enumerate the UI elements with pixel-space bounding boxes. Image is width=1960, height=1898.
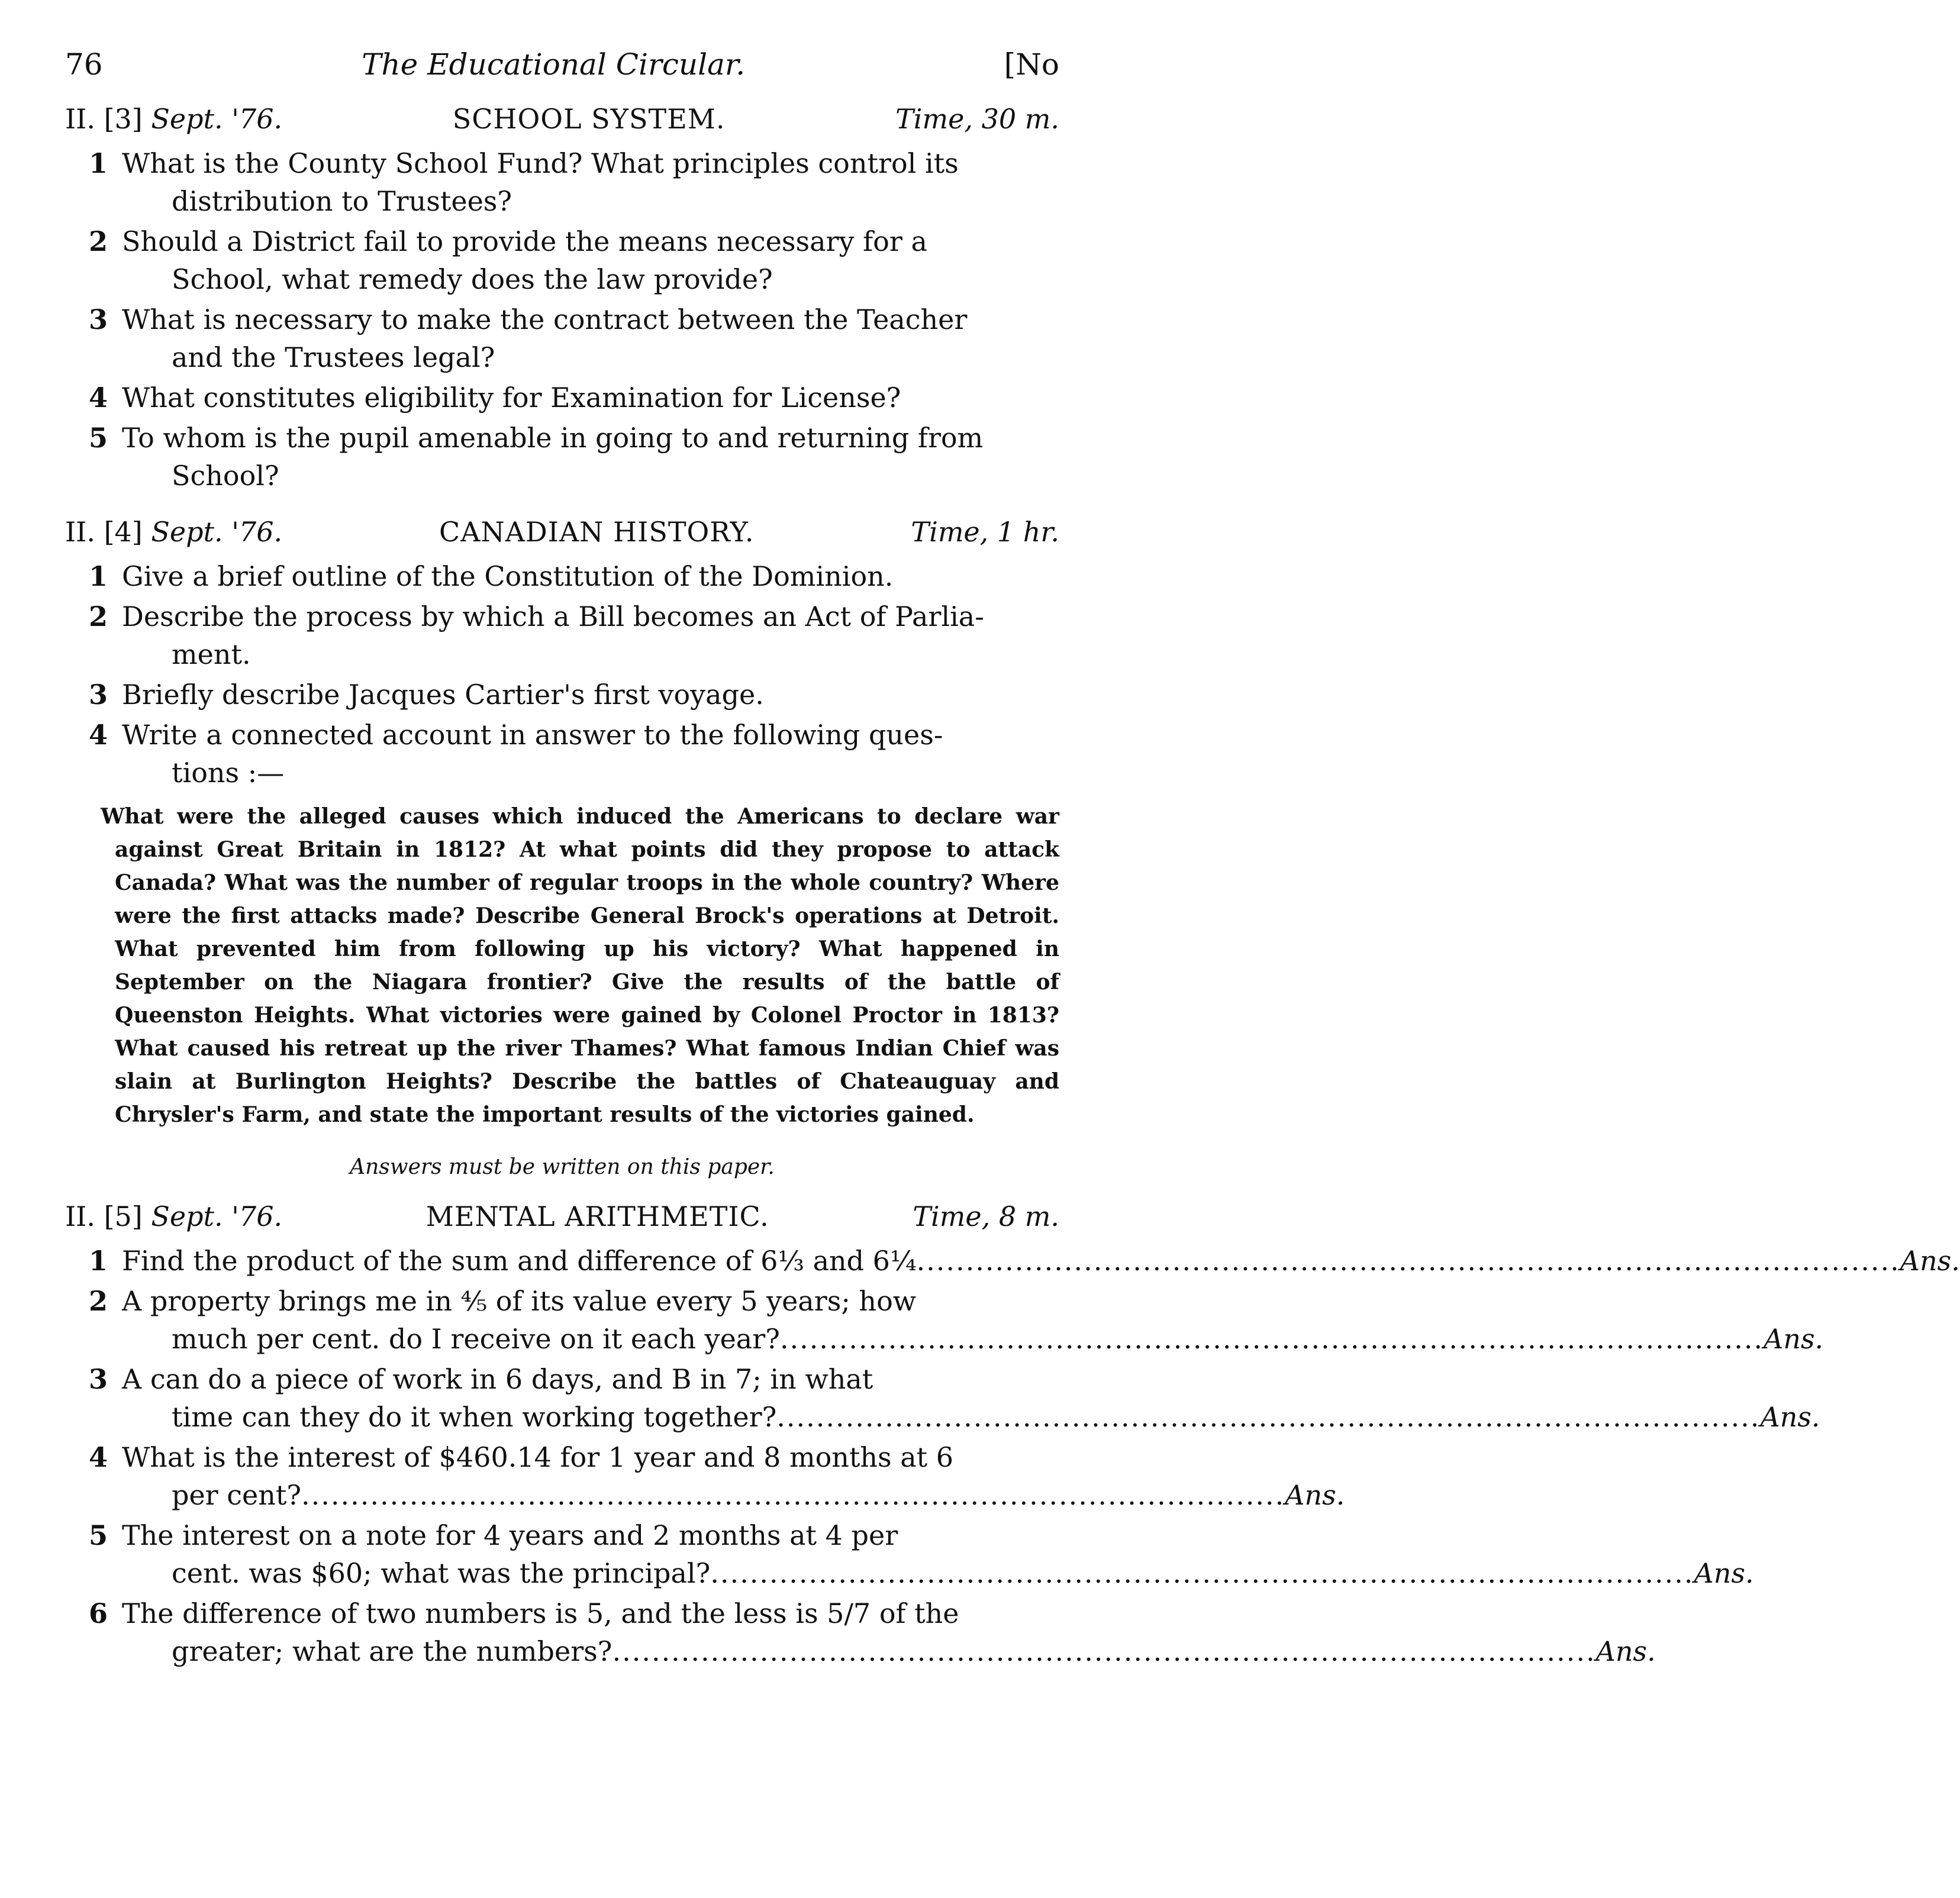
question-text-continued: tions :— xyxy=(172,757,285,789)
question-number: 2 xyxy=(88,601,108,632)
question-item xyxy=(65,222,1059,298)
question-item xyxy=(65,419,1059,495)
question-number: 3 xyxy=(88,304,108,335)
question-text: A can do a piece of work in 6 days, and B in 7; in what xyxy=(122,1363,873,1395)
running-head xyxy=(65,47,1059,82)
section-date: Sept. '76. xyxy=(151,516,283,548)
section-label: II. [4] xyxy=(65,516,143,548)
question-text: What constitutes eligibility for Examination for License? xyxy=(122,382,901,414)
question-item xyxy=(65,1360,1820,1436)
answer-label: Ans. xyxy=(1760,1401,1820,1433)
question-number: 4 xyxy=(88,719,108,751)
section-date: Sept. '76. xyxy=(151,1200,283,1232)
question-item xyxy=(65,676,1059,714)
question-item xyxy=(65,144,1059,220)
question-text-continued: greater; what are the numbers? xyxy=(172,1635,612,1667)
question-text: Find the product of the sum and difference of 6⅓ and 6¼ xyxy=(122,1245,917,1277)
section-date: Sept. '76. xyxy=(151,103,283,135)
question-text-continued: cent. was $60; what was the principal? xyxy=(172,1557,711,1589)
question-item xyxy=(65,1438,1345,1514)
question-number: 1 xyxy=(88,560,108,592)
exam-page xyxy=(65,47,1960,1870)
publication-title: The Educational Circular. xyxy=(362,47,746,82)
leader-dots: .................................................................................................... xyxy=(612,1635,1596,1667)
question-text: The interest on a note for 4 years and 2 months at 4 per xyxy=(122,1519,898,1551)
question-text-continued: School? xyxy=(172,460,279,492)
question-text-continued: distribution to Trustees? xyxy=(172,185,512,217)
answer-label: Ans. xyxy=(1595,1635,1656,1667)
question-text-continued: time can they do it when working together? xyxy=(172,1401,777,1433)
section-heading: MENTAL ARITHMETIC. xyxy=(425,1200,769,1232)
question-text: A property brings me in ⅘ of its value every 5 years; how xyxy=(122,1285,917,1317)
question-item xyxy=(65,557,1059,595)
question-text-continued: ment. xyxy=(172,638,251,670)
section-label: II. [5] xyxy=(65,1200,143,1232)
question-item xyxy=(65,1516,1754,1592)
section-time: Time, 30 m. xyxy=(895,103,1059,135)
question-number: 5 xyxy=(88,1519,108,1551)
section-heading: SCHOOL SYSTEM. xyxy=(452,103,726,135)
question-number: 6 xyxy=(88,1597,108,1629)
question-text: Should a District fail to provide the means necessary for a xyxy=(122,225,927,257)
question-list-mental-arithmetic xyxy=(65,1242,1960,1670)
leader-dots: .................................................................................................... xyxy=(916,1245,1900,1277)
question-item xyxy=(65,379,1059,417)
question-text: Briefly describe Jacques Cartier's first voyage. xyxy=(122,679,764,711)
question-text-continued: per cent? xyxy=(172,1479,302,1511)
question-item xyxy=(65,716,1059,792)
leader-dots: .................................................................................................... xyxy=(776,1401,1761,1433)
answer-label: Ans. xyxy=(1764,1323,1824,1355)
question-text: Give a brief outline of the Constitution of the Dominion. xyxy=(122,560,894,592)
answer-label: Ans. xyxy=(1694,1557,1754,1589)
section-time: Time, 1 hr. xyxy=(911,516,1059,548)
question-item xyxy=(65,598,1059,673)
leader-dots: .................................................................................................... xyxy=(710,1557,1694,1589)
question-text: What is necessary to make the contract between the Teacher xyxy=(122,304,968,335)
question-number: 4 xyxy=(88,1441,108,1473)
answer-instruction-note: Answers must be written on this paper. xyxy=(350,1155,775,1179)
question-number: 1 xyxy=(88,1245,108,1277)
question-item xyxy=(65,1594,1656,1670)
section-time: Time, 8 m. xyxy=(913,1200,1059,1232)
question-text: What is the County School Fund? What principles control its xyxy=(122,147,959,179)
question-number: 1 xyxy=(88,147,108,179)
question-text-continued: and the Trustees legal? xyxy=(172,341,495,373)
question-text: Describe the process by which a Bill becomes an Act of Parlia- xyxy=(122,601,984,632)
question-item xyxy=(65,301,1059,376)
question-text: To whom is the pupil amenable in going to and returning from xyxy=(122,422,984,454)
question-item xyxy=(65,1282,1824,1358)
leader-dots: .................................................................................................... xyxy=(301,1479,1285,1511)
question-text-continued: much per cent. do I receive on it each year? xyxy=(172,1323,780,1355)
question-number: 2 xyxy=(88,1285,108,1317)
section-label: II. [3] xyxy=(65,103,143,135)
sub-questions-paragraph: What were the alleged causes which induced the Americans to declare war against Great Britain in 1812? At what points did they propose to attack Canada? What was the number of regular troops in the whole country? Where were the first attacks made? Describe General Brock's operations at Detroit. What prevented him from following up his victory? What happened in September on the Niagara frontier? Give the results of the battle of Queenston Heights. What victories were gained by Colonel Proctor in 1813? What caused his retreat up the river Thames? What famous Indian Chief was slain at Burlington Heights? Describe the battles of Chateauguay and Chrysler's Farm, and state the important results of the victories gained. xyxy=(101,804,1059,1127)
question-number: 3 xyxy=(88,679,108,711)
section-heading: CANADIAN HISTORY. xyxy=(439,516,755,548)
answer-label: Ans. xyxy=(1285,1479,1345,1511)
question-list-school-system xyxy=(65,144,1059,495)
question-number: 5 xyxy=(88,422,108,454)
answer-label: Ans. xyxy=(1900,1245,1960,1277)
question-text-continued: School, what remedy does the law provide? xyxy=(172,263,773,295)
question-item xyxy=(65,1242,1960,1280)
section-head-school-system xyxy=(65,103,1059,135)
running-head-right: [No xyxy=(1004,47,1059,82)
question-list-canadian-history xyxy=(65,557,1059,792)
question-text: What is the interest of $460.14 for 1 year and 8 months at 6 xyxy=(122,1441,954,1473)
question-text: Write a connected account in answer to the following ques- xyxy=(122,719,943,751)
question-text: The difference of two numbers is 5, and the less is 5/7 of the xyxy=(122,1597,959,1629)
section-head-canadian-history xyxy=(65,516,1059,548)
question-number: 3 xyxy=(88,1363,108,1395)
section-head-mental-arithmetic xyxy=(65,1200,1059,1232)
question-number: 4 xyxy=(88,382,108,414)
question-number: 2 xyxy=(88,225,108,257)
page-number: 76 xyxy=(65,47,103,82)
leader-dots: .................................................................................................... xyxy=(779,1323,1764,1355)
